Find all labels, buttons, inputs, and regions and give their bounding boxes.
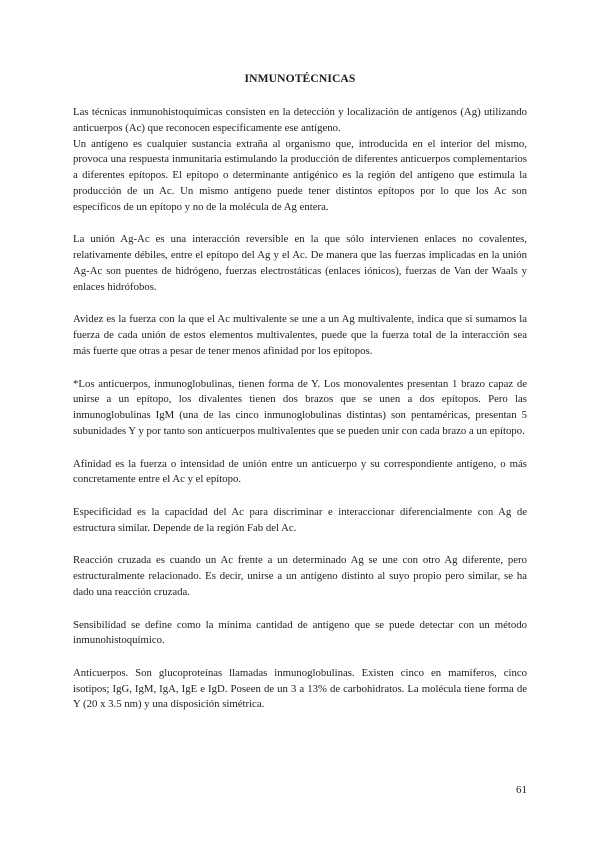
paragraph-specificity: Especificidad es la capacidad del Ac para discriminar e interaccionar diferencialmente con Ag de estructura similar. Depende de la región Fab del Ac. [73, 505, 527, 534]
paragraph-antigen: Un antígeno es cualquier sustancia extraña al organismo que, introducida en el interior del mismo, provoca una respuesta inmunitaria estimulando la producción de diferentes anticuerpos complementarios a diferentes epítopos. El epítopo o determinante antigénico es la región del antígeno que estimula la producción de un Ac. Un mismo antígeno puede tener distintos epítopos por lo que los Ac son específicos de un epítopo y no de la molécula de Ag entera. [73, 137, 527, 213]
page-number: 61 [516, 784, 527, 796]
page-title: INMUNOTÉCNICAS [244, 72, 356, 85]
paragraph-affinity: Afinidad es la fuerza o intensidad de unión entre un anticuerpo y su correspondiente antígeno, o más concretamente entre el Ac y el epítopo. [73, 457, 527, 486]
paragraph-antibodies: Anticuerpos. Son glucoproteínas llamadas inmunoglobulinas. Existen cinco en mamíferos, cinco isotipos; IgG, IgM, IgA, IgE e IgD. Poseen de un 3 a 13% de carbohidratos. La molécula tiene forma de Y (20 x 3.5 nm) y una disposición simétrica. [73, 666, 527, 711]
paragraph-ag-ac-binding: La unión Ag-Ac es una interacción reversible en la que sólo intervienen enlaces no covalentes, relativamente débiles, entre el epítopo del Ag y el Ac. De manera que las fuerzas implicadas en la unión Ag-Ac son puentes de hidrógeno, fuerzas electrostáticas (enlaces iónicos), fuerzas de Van der Waals y enlaces hidrófobos. [73, 233, 527, 293]
paragraph-avidity: Avidez es la fuerza con la que el Ac multivalente se une a un Ag multivalente, indica que si sumamos la fuerza de cada unión de estos elementos multivalentes, puede que la fuerza total de la interacción sea más fuerte que otras a pesar de tener menos afinidad por los epítopos. [73, 313, 527, 357]
paragraph-cross-reaction: Reacción cruzada es cuando un Ac frente a un determinado Ag se une con otro Ag diferente, pero estructuralmente relacionado. Es decir, unirse a un antígeno distinto al suyo propio pero similar, se ha dado una reacción cruzada. [73, 554, 527, 598]
paragraph-antibody-valence: *Los anticuerpos, inmunoglobulinas, tienen forma de Y. Los monovalentes presentan 1 brazo capaz de unirse a un epítopo, los divalentes tienen dos brazos que se unen a dos epítopos. Pero las inmunoglobulinas IgM (una de las cinco inmunoglobulinas distintas) son pentaméricas, presentan 5 subunidades Y y por tanto son anticuerpos multivalentes que se pueden unir con cada brazo a un epítopo. [73, 377, 527, 437]
paragraph-intro: Las técnicas inmunohistoquímicas consisten en la detección y localización de antígenos (Ag) utilizando anticuerpos (Ac) que reconocen específicamente ese antígeno. [73, 106, 527, 134]
paragraph-sensitivity: Sensibilidad se define como la mínima cantidad de antígeno que se puede detectar con un método inmunohistoquímico. [73, 618, 527, 647]
